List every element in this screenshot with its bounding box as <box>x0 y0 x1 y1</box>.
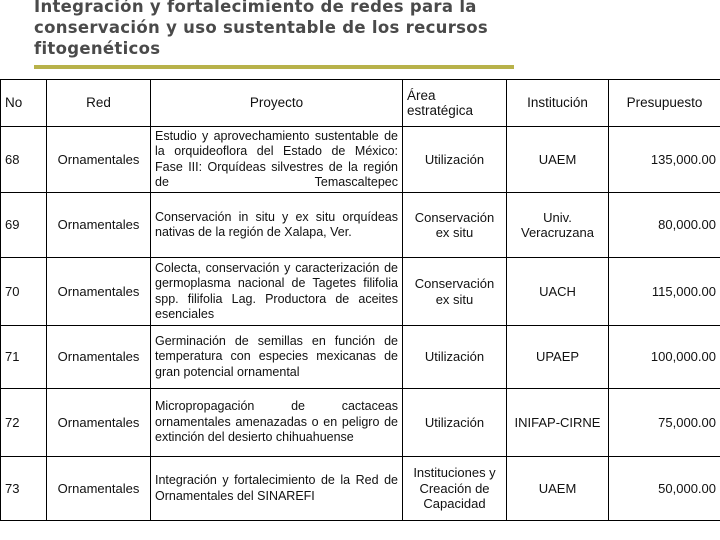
table-header-row <box>1 80 720 127</box>
cell-area: Utilización <box>403 127 507 193</box>
cell-institucion: Univ. Veracruzana <box>507 193 609 258</box>
header-presupuesto: Presupuesto <box>609 80 720 127</box>
cell-red: Ornamentales <box>47 193 151 258</box>
table-row <box>1 258 720 326</box>
cell-institucion: UPAEP <box>507 326 609 389</box>
cell-area: Conservación ex situ <box>403 258 507 326</box>
cell-red: Ornamentales <box>47 326 151 389</box>
cell-presupuesto: 135,000.00 <box>609 127 720 193</box>
cell-presupuesto: 75,000.00 <box>609 389 720 457</box>
header-institucion: Institución <box>507 80 609 127</box>
cell-area: Conservación ex situ <box>403 193 507 258</box>
table-row <box>1 457 720 521</box>
cell-proyecto: Estudio y aprovechamiento sustentable de la orquideoflora del Estado de México: Fase III: Orquídeas silvestres de la región de Temascaltepec <box>151 127 403 193</box>
cell-no: 72 <box>1 389 47 457</box>
header-area: Área estratégica <box>403 80 507 127</box>
cell-institucion: UAEM <box>507 457 609 521</box>
header-proyecto: Proyecto <box>151 80 403 127</box>
table-row <box>1 127 720 193</box>
cell-red: Ornamentales <box>47 258 151 326</box>
cell-institucion: INIFAP-CIRNE <box>507 389 609 457</box>
cell-proyecto: Colecta, conservación y caracterización de germoplasma nacional de Tagetes filifolia spp. filifolia Lag. Productora de aceites esenciales <box>151 258 403 326</box>
projects-table <box>0 79 720 521</box>
slide-title: Integración y fortalecimiento de redes para la conservación y uso sustentable de los recursos fitogenéticos <box>34 0 489 58</box>
title-underline <box>34 65 514 69</box>
table-row <box>1 389 720 457</box>
cell-proyecto: Conservación in situ y ex situ orquídeas nativas de la región de Xalapa, Ver. <box>151 193 403 258</box>
cell-proyecto: Integración y fortalecimiento de la Red de Ornamentales del SINAREFI <box>151 457 403 521</box>
cell-red: Ornamentales <box>47 389 151 457</box>
table-row <box>1 193 720 258</box>
cell-no: 69 <box>1 193 47 258</box>
cell-presupuesto: 80,000.00 <box>609 193 720 258</box>
cell-no: 71 <box>1 326 47 389</box>
cell-area: Utilización <box>403 389 507 457</box>
cell-no: 68 <box>1 127 47 193</box>
cell-proyecto: Germinación de semillas en función de temperatura con especies mexicanas de gran potencial ornamental <box>151 326 403 389</box>
header-red: Red <box>47 80 151 127</box>
cell-red: Ornamentales <box>47 127 151 193</box>
cell-no: 73 <box>1 457 47 521</box>
cell-red: Ornamentales <box>47 457 151 521</box>
cell-area: Utilización <box>403 326 507 389</box>
cell-presupuesto: 115,000.00 <box>609 258 720 326</box>
cell-institucion: UAEM <box>507 127 609 193</box>
cell-presupuesto: 50,000.00 <box>609 457 720 521</box>
cell-presupuesto: 100,000.00 <box>609 326 720 389</box>
table-row <box>1 326 720 389</box>
cell-no: 70 <box>1 258 47 326</box>
cell-proyecto: Micropropagación de cactaceas ornamentales amenazadas o en peligro de extinción del desierto chihuahuense <box>151 389 403 457</box>
header-no: No <box>1 80 47 127</box>
cell-institucion: UACH <box>507 258 609 326</box>
cell-area: Instituciones y Creación de Capacidad <box>403 457 507 521</box>
